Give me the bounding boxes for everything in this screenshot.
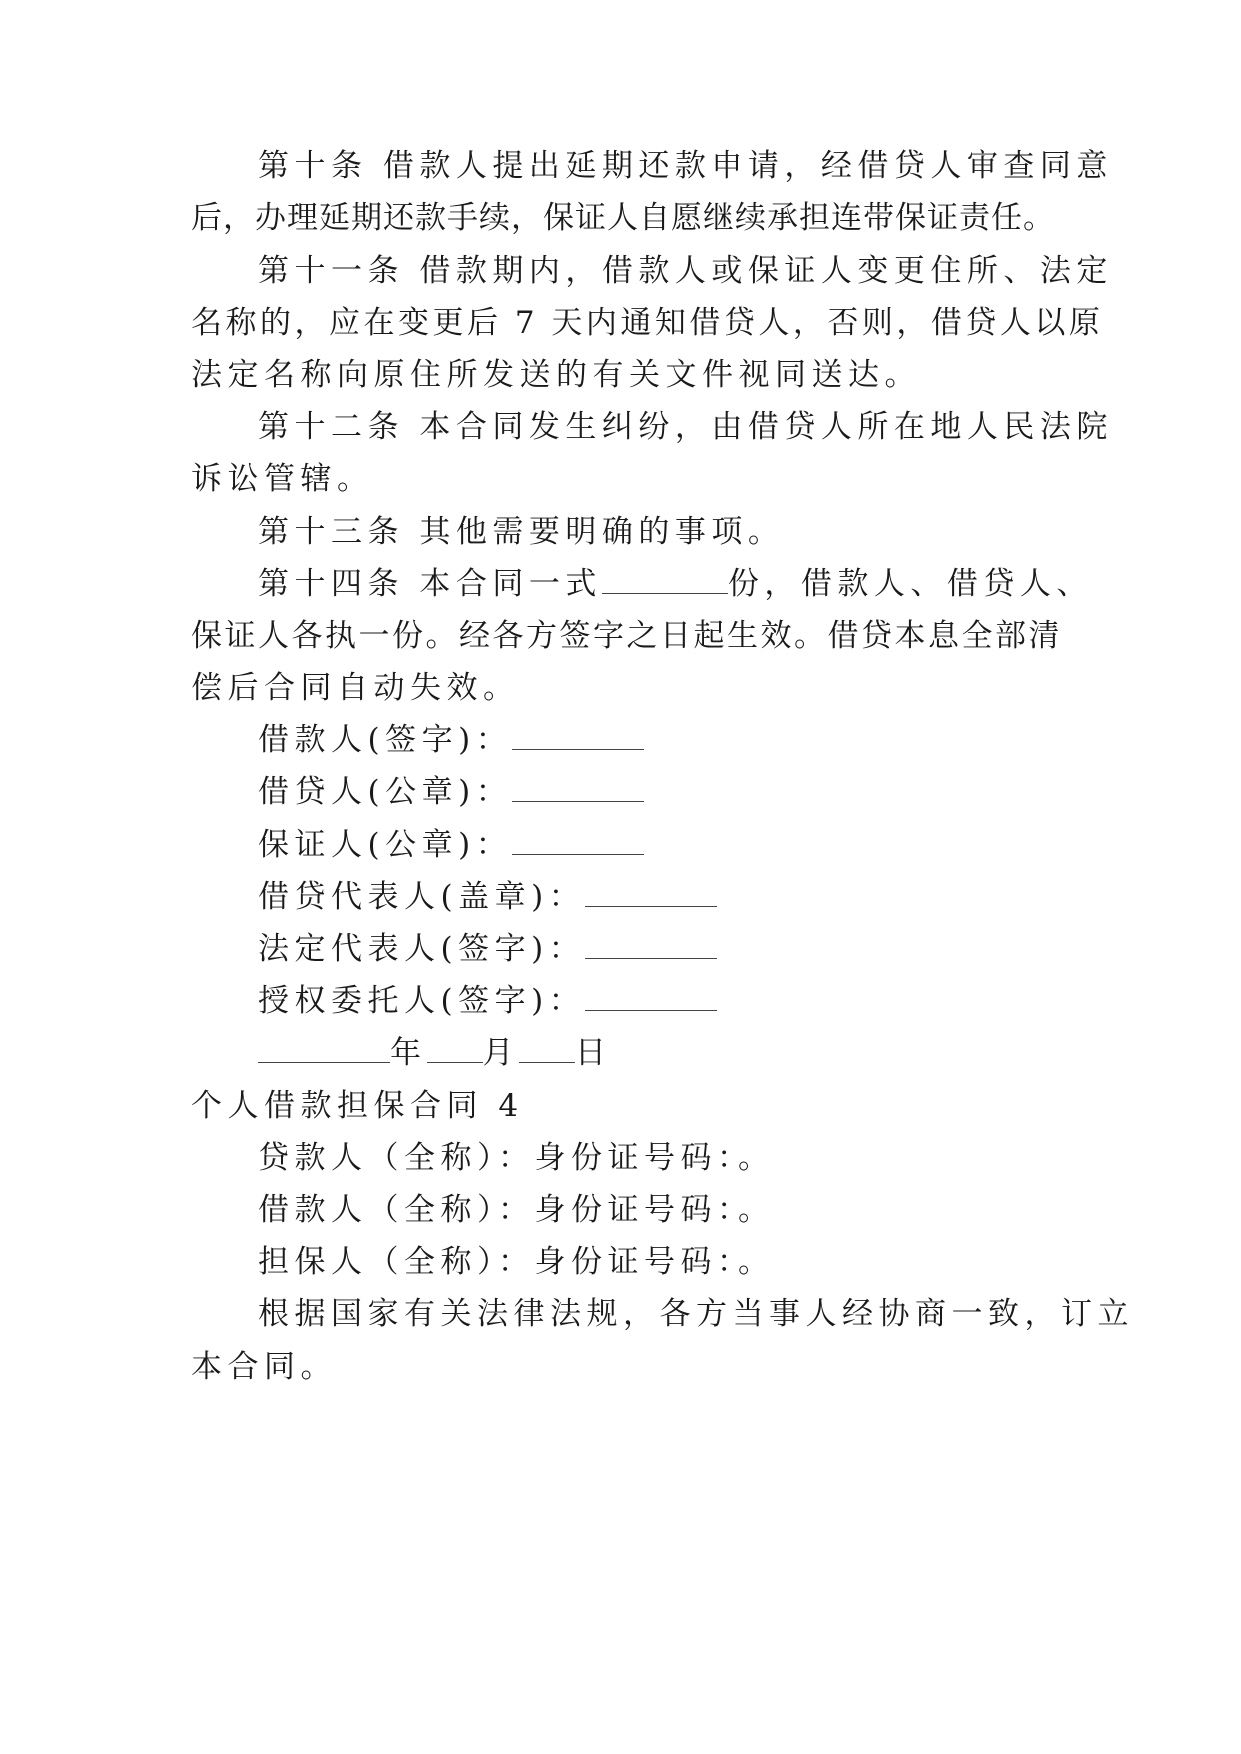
year-label: 年 xyxy=(390,1035,427,1071)
signature-blank xyxy=(585,984,717,1011)
signature-label: 保证人(公章)： xyxy=(258,827,513,863)
month-blank xyxy=(427,1036,483,1063)
day-blank xyxy=(519,1036,575,1063)
signature-label: 借贷代表人(盖章)： xyxy=(258,879,586,915)
signature-blank xyxy=(585,880,717,907)
month-label: 月 xyxy=(482,1035,519,1071)
clause-12-line-1: 第十二条 本合同发生纠纷，由借贷人所在地人民法院 xyxy=(258,409,1113,445)
signature-label: 借款人(签字)： xyxy=(258,722,513,758)
clause-10-line-1: 第十条 借款人提出延期还款申请，经借贷人审查同意 xyxy=(258,148,1113,184)
party-guarantor: 担保人（全称）：身份证号码：。 xyxy=(258,1244,775,1280)
signature-label: 法定代表人(签字)： xyxy=(258,931,586,967)
clause-11-line-2: 名称的，应在变更后 7 天内通知借贷人，否则，借贷人以原 xyxy=(191,305,1104,341)
clause-10-line-2: 后，办理延期还款手续，保证人自愿继续承担连带保证责任。 xyxy=(191,200,1055,236)
clause-14-prefix: 第十四条 本合同一式 xyxy=(258,566,602,602)
clause-14-suffix: 份，借款人、借贷人、 xyxy=(727,566,1093,602)
party-lender: 贷款人（全称）：身份证号码：。 xyxy=(258,1140,775,1176)
signature-legal-representative xyxy=(258,929,717,969)
signature-label: 借贷人(公章)： xyxy=(258,774,513,810)
section-title: 个人借款担保合同 4 xyxy=(191,1088,524,1124)
clause-14-line-3: 偿后合同自动失效。 xyxy=(191,670,520,706)
party-borrower: 借款人（全称）：身份证号码：。 xyxy=(258,1192,775,1228)
signature-authorized-agent xyxy=(258,981,717,1021)
clause-14-line-1 xyxy=(258,564,1093,604)
day-label: 日 xyxy=(575,1035,612,1071)
date-line xyxy=(258,1033,612,1073)
signature-blank xyxy=(585,932,717,959)
signature-blank xyxy=(512,828,644,855)
clause-12-line-2: 诉讼管辖。 xyxy=(191,461,374,497)
clause-14-line-2: 保证人各执一份。经各方签字之日起生效。借贷本息全部清 xyxy=(191,618,1062,654)
clause-11-line-1: 第十一条 借款期内，借款人或保证人变更住所、法定 xyxy=(258,253,1113,289)
signature-lender xyxy=(258,772,644,812)
clause-13-line: 第十三条 其他需要明确的事项。 xyxy=(258,514,785,550)
signature-lender-representative xyxy=(258,877,717,917)
copies-blank xyxy=(602,567,728,594)
closing-line-2: 本合同。 xyxy=(191,1349,337,1385)
signature-label: 授权委托人(签字)： xyxy=(258,983,586,1019)
clause-11-line-3: 法定名称向原住所发送的有关文件视同送达。 xyxy=(191,357,921,393)
signature-borrower xyxy=(258,720,644,760)
signature-blank xyxy=(512,775,644,802)
signature-guarantor xyxy=(258,825,644,865)
year-blank xyxy=(258,1036,390,1063)
closing-line-1: 根据国家有关法律法规，各方当事人经协商一致，订立 xyxy=(258,1296,1134,1332)
signature-blank xyxy=(512,723,644,750)
